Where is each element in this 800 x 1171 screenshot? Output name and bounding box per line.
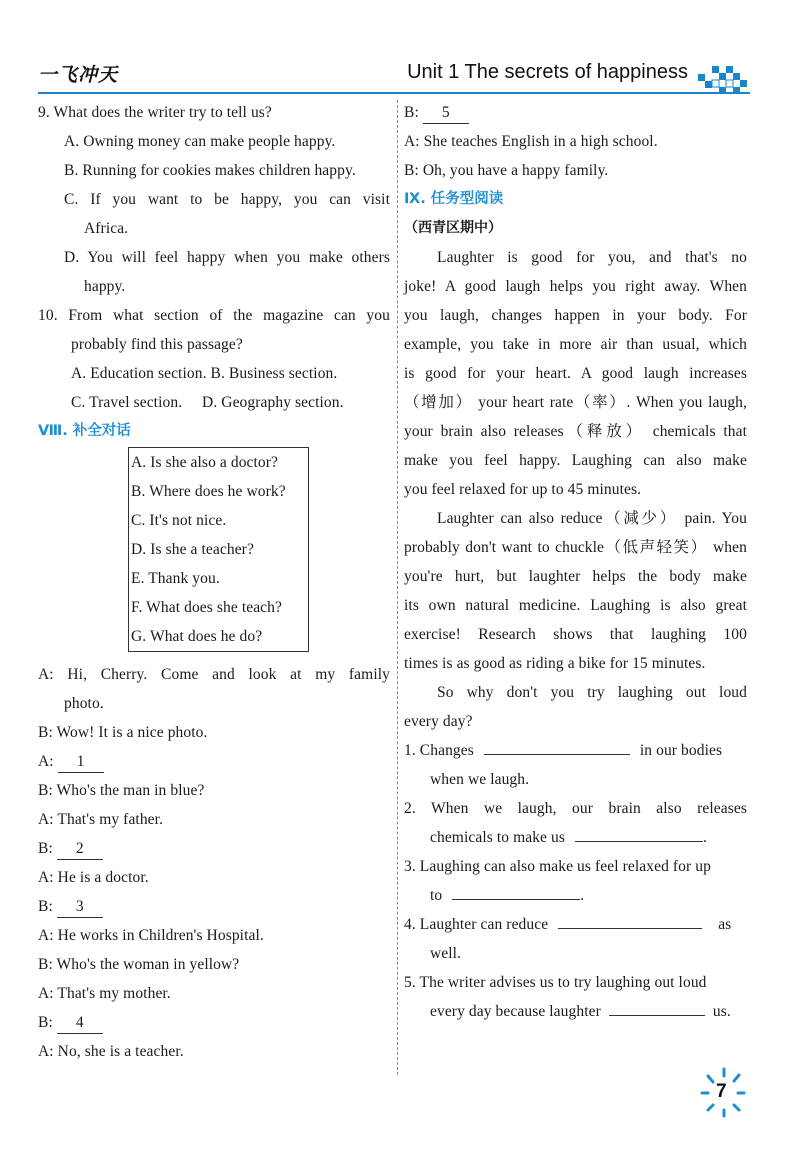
task-text: 1. Changes bbox=[404, 742, 474, 759]
task-3: 3. Laughing can also make us feel relaxed for up bbox=[404, 858, 711, 875]
section-8-heading: Ⅷ. 补全对话 bbox=[38, 423, 131, 439]
passage-line: exercise! Research shows that laughing 100 bbox=[404, 626, 747, 643]
dialogue-line bbox=[38, 747, 390, 776]
task-1 bbox=[404, 736, 747, 765]
q10-options-cd: C. Travel section. D. Geography section. bbox=[71, 394, 344, 411]
dialogue-line: A: No, she is a teacher. bbox=[38, 1043, 184, 1060]
q9-option-c-cont: Africa. bbox=[84, 220, 129, 237]
task-5-cont bbox=[404, 997, 747, 1026]
passage bbox=[404, 243, 747, 736]
column-divider bbox=[397, 100, 398, 1075]
speaker-label: B: bbox=[38, 898, 53, 915]
dialogue-line bbox=[38, 1008, 390, 1037]
speaker-label: B: bbox=[404, 104, 419, 121]
speaker-label: B: bbox=[38, 840, 53, 857]
q9-option-d-cont: happy. bbox=[84, 278, 126, 295]
dialogue-line: A: That's my mother. bbox=[38, 985, 171, 1002]
answer-blank-2[interactable]: 2 bbox=[57, 839, 103, 860]
dialogue-line bbox=[38, 892, 390, 921]
dialogue-line: B: Oh, you have a happy family. bbox=[404, 162, 609, 179]
passage-line: joke! A good laugh helps you right away. When bbox=[404, 278, 747, 295]
task-text: as bbox=[718, 916, 732, 933]
passage-line: （增加） your heart rate（率）. When you laugh, bbox=[404, 394, 747, 411]
speaker-label: B: bbox=[38, 1014, 53, 1031]
option-g: G. What does he do? bbox=[131, 628, 263, 645]
passage-line: is good for your heart. A good laugh increases bbox=[404, 365, 747, 382]
options-box bbox=[128, 447, 309, 652]
header-rule bbox=[38, 92, 750, 94]
q9-option-a: A. Owning money can make people happy. bbox=[64, 133, 336, 150]
task-1-cont: when we laugh. bbox=[430, 771, 530, 788]
task-text: 4. Laughter can reduce bbox=[404, 916, 549, 933]
dialogue-line bbox=[38, 834, 390, 863]
task-1-blank[interactable] bbox=[484, 738, 630, 755]
passage-line: its own natural medicine. Laughing is also great bbox=[404, 597, 747, 614]
passage-line: you laugh, changes happen in your body. For bbox=[404, 307, 747, 324]
task-3-cont bbox=[404, 881, 747, 910]
task-text: . bbox=[580, 887, 585, 904]
option-e: E. Thank you. bbox=[131, 570, 220, 587]
dialogue-line: A: She teaches English in a high school. bbox=[404, 133, 658, 150]
task-4-blank[interactable] bbox=[558, 912, 702, 929]
unit-title: Unit 1 The secrets of happiness bbox=[407, 61, 688, 83]
dialogue-line: B: Who's the man in blue? bbox=[38, 782, 205, 799]
option-a: A. Is she also a doctor? bbox=[131, 454, 279, 471]
section-9-heading: Ⅸ. 任务型阅读 bbox=[404, 191, 504, 207]
page-number: 7 bbox=[716, 1081, 727, 1102]
task-4 bbox=[404, 910, 747, 939]
option-c: C. It's not nice. bbox=[131, 512, 227, 529]
q9-option-b: B. Running for cookies makes children happy. bbox=[64, 162, 356, 179]
tasks bbox=[404, 736, 747, 1026]
q9-stem: 9. What does the writer try to tell us? bbox=[38, 104, 272, 121]
checker-decoration-icon bbox=[696, 60, 748, 96]
source-label: （西青区期中） bbox=[404, 220, 502, 236]
dialogue-line: A: Hi, Cherry. Come and look at my family bbox=[38, 666, 390, 683]
dialogue-line bbox=[404, 98, 747, 127]
task-text: us. bbox=[712, 1003, 731, 1020]
option-f: F. What does she teach? bbox=[131, 599, 282, 616]
option-d: D. Is she a teacher? bbox=[131, 541, 254, 558]
answer-blank-4[interactable]: 4 bbox=[57, 1013, 103, 1034]
passage-line: example, you take in more air than usual, which bbox=[404, 336, 747, 353]
right-column bbox=[404, 98, 747, 1026]
page-header bbox=[0, 0, 800, 100]
dialogue-line: A: He is a doctor. bbox=[38, 869, 149, 886]
task-text: in our bodies bbox=[639, 742, 723, 759]
option-b: B. Where does he work? bbox=[131, 483, 286, 500]
passage-line: Laughter is good for you, and that's no bbox=[437, 249, 747, 266]
dialogue-line: B: Wow! It is a nice photo. bbox=[38, 724, 208, 741]
task-2-blank[interactable] bbox=[575, 825, 703, 842]
q9-option-d: D. You will feel happy when you make others bbox=[64, 249, 390, 266]
q10-options-ab: A. Education section. B. Business section. bbox=[71, 365, 338, 382]
dialogue-line: A: That's my father. bbox=[38, 811, 164, 828]
speaker-label: A: bbox=[38, 753, 54, 770]
q10-stem-cont: probably find this passage? bbox=[71, 336, 243, 353]
task-text: chemicals to make us bbox=[430, 829, 565, 846]
answer-blank-3[interactable]: 3 bbox=[57, 897, 103, 918]
task-2-cont bbox=[404, 823, 747, 852]
passage-line: every day? bbox=[404, 713, 473, 730]
q10-stem: 10. From what section of the magazine can you bbox=[38, 307, 390, 324]
passage-line: make you feel happy. Laughing can also make bbox=[404, 452, 747, 469]
task-4-cont: well. bbox=[430, 945, 462, 962]
answer-blank-1[interactable]: 1 bbox=[58, 752, 104, 773]
passage-line: So why don't you try laughing out loud bbox=[437, 684, 747, 701]
task-3-blank[interactable] bbox=[452, 883, 580, 900]
task-text: every day because laughter bbox=[430, 1003, 601, 1020]
passage-line: you're hurt, but laughter helps the body make bbox=[404, 568, 747, 585]
dialogue-line-cont: photo. bbox=[64, 695, 104, 712]
task-2: 2. When we laugh, our brain also releases bbox=[404, 800, 747, 817]
dialogue-line: A: He works in Children's Hospital. bbox=[38, 927, 264, 944]
passage-line: times is as good as riding a bike for 15 minutes. bbox=[404, 655, 706, 672]
task-5: 5. The writer advises us to try laughing out loud bbox=[404, 974, 707, 991]
left-column bbox=[38, 98, 390, 1066]
page-number-badge bbox=[698, 1066, 750, 1118]
passage-line: you feel relaxed for up to 45 minutes. bbox=[404, 481, 642, 498]
task-text: . bbox=[702, 829, 707, 846]
q9-option-c: C. If you want to be happy, you can visit bbox=[64, 191, 390, 208]
task-text: to bbox=[430, 887, 443, 904]
task-5-blank[interactable] bbox=[609, 999, 705, 1016]
passage-line: Laughter can also reduce（减少） pain. You bbox=[437, 510, 747, 527]
brand-logo: 一飞冲天 bbox=[38, 64, 119, 86]
answer-blank-5[interactable]: 5 bbox=[423, 103, 469, 124]
passage-line: probably don't want to chuckle（低声轻笑） when bbox=[404, 539, 747, 556]
dialogue-line: B: Who's the woman in yellow? bbox=[38, 956, 240, 973]
passage-line: your brain also releases（释放） chemicals that bbox=[404, 423, 747, 440]
